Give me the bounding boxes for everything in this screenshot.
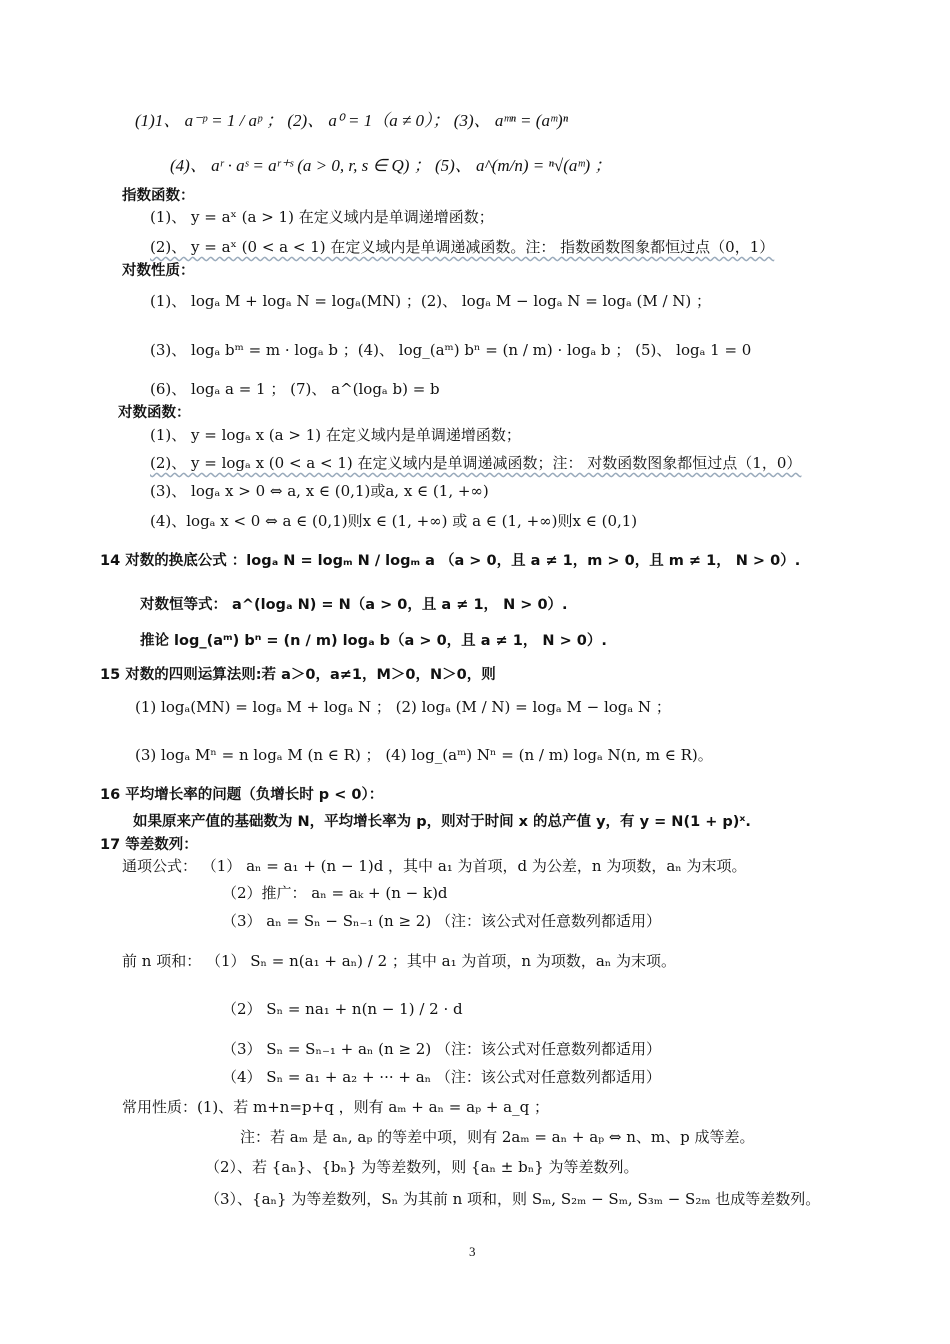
partial-sum-2: （2） Sₙ = na₁ + n(n − 1) / 2 · d <box>222 1000 463 1018</box>
general-term-1: 通项公式： （1） aₙ = a₁ + (n − 1)d ，其中 a₁ 为首项，d 为公差，n 为项数，aₙ 为末项。 <box>122 857 747 875</box>
section-14-change-of-base: 14 对数的换底公式 ：logₐ N = logₘ N / logₘ a （a > 0，且 a ≠ 1，m > 0，且 m ≠ 1， N > 0）. <box>100 553 801 569</box>
log-identity: 对数恒等式： a^(logₐ N) = N（a > 0，且 a ≠ 1， N > 0）. <box>140 597 568 613</box>
partial-sum-3: （3） Sₙ = Sₙ₋₁ + aₙ (n ≥ 2) （注：该公式对任意数列都适用） <box>222 1040 661 1058</box>
growth-rate-formula: 如果原来产值的基础数为 N，平均增长率为 p，则对于时间 x 的总产值 y，有 y = N(1 + p)ˣ. <box>133 814 751 830</box>
corollary: 推论 log_(aᵐ) bⁿ = (n / m) logₐ b（a > 0，且 a ≠ 1， N > 0）. <box>140 633 607 649</box>
log-prop-3-5: (3)、 logₐ bᵐ = m · logₐ b ；(4)、 log_(aᵐ) bⁿ = (n / m) · logₐ b ； (5)、 logₐ 1 = 0 <box>150 341 752 359</box>
general-term-3: （3） aₙ = Sₙ − Sₙ₋₁ (n ≥ 2) （注：该公式对任意数列都适用） <box>222 912 661 930</box>
log-prop-1-2: (1)、 logₐ M + logₐ N = logₐ(MN) ；(2)、 logₐ M − logₐ N = logₐ (M / N) ； <box>150 292 712 310</box>
exp-rules-4-5: (4)、 aʳ · aˢ = aʳ⁺ˢ (a > 0, r, s ∈ Q) ； (5)、 a^(m/n) = ⁿ√(aᵐ) ； <box>170 156 612 175</box>
log-prop-6-7: (6)、 logₐ a = 1 ； (7)、 a^(logₐ b) = b <box>150 380 440 398</box>
log-arith-3-4: (3) logₐ Mⁿ = n logₐ M (n ∈ R) ； (4) log_(aᵐ) Nⁿ = (n / m) logₐ N(n, m ∈ R)。 <box>135 746 713 764</box>
common-property-2: （2）、若 {aₙ}、{bₙ} 为等差数列，则 {aₙ ± bₙ} 为等差数列。 <box>205 1158 639 1176</box>
page-number: 3 <box>469 1244 476 1259</box>
log-func-item-3: (3)、 logₐ x > 0 ⇔ a, x ∈ (0,1)或a, x ∈ (1, +∞) <box>150 482 489 500</box>
heading-log-function: 对数函数： <box>118 405 191 421</box>
section-15-log-arithmetic: 15 对数的四则运算法则:若 a＞0，a≠1，M＞0，N＞0，则 <box>100 667 496 683</box>
partial-sum-4: （4） Sₙ = a₁ + a₂ + ··· + aₙ （注：该公式对任意数列都适用） <box>222 1068 661 1086</box>
general-term-2: （2）推广： aₙ = aₖ + (n − k)d <box>222 884 448 902</box>
heading-exponential-function: 指数函数： <box>122 188 195 204</box>
section-16-growth-rate: 16 平均增长率的问题（负增长时 p < 0）： <box>100 787 384 803</box>
log-arith-1-2: (1) logₐ(MN) = logₐ M + logₐ N ； (2) logₐ (M / N) = logₐ M − logₐ N ； <box>135 698 671 716</box>
log-func-item-4: (4)、logₐ x < 0 ⇔ a ∈ (0,1)则x ∈ (1, +∞) 或 a ∈ (1, +∞)则x ∈ (0,1) <box>150 512 638 530</box>
common-property-1: 常用性质：(1)、若 m+n=p+q ，则有 aₘ + aₙ = aₚ + a_q ； <box>122 1098 549 1116</box>
partial-sum-1: 前 n 项和： （1） Sₙ = n(a₁ + aₙ) / 2 ；其中 a₁ 为首项，n 为项数，aₙ 为末项。 <box>122 952 677 970</box>
exp-func-item-2: (2)、 y = aˣ (0 < a < 1) 在定义域内是单调递减函数。注： 指数函数图象都恒过点（0，1） <box>150 238 775 256</box>
exp-rules-1-3: (1)1、 a⁻ᵖ = 1 / aᵖ ； (2)、 a⁰ = 1（a ≠ 0）； (3)、 aᵐⁿ = (aᵐ)ⁿ <box>135 111 569 130</box>
common-property-3: （3）、{aₙ} 为等差数列，Sₙ 为其前 n 项和，则 Sₘ, S₂ₘ − Sₘ, S₃ₘ − S₂ₘ 也成等差数列。 <box>205 1190 821 1208</box>
log-func-item-2: (2)、 y = logₐ x (0 < a < 1) 在定义域内是单调递减函数；注： 对数函数图象都恒过点（1，0） <box>150 454 802 472</box>
common-property-note: 注：若 aₘ 是 aₙ, aₚ 的等差中项，则有 2aₘ = aₙ + aₚ ⇔ n、m、p 成等差。 <box>240 1128 755 1146</box>
heading-log-properties: 对数性质： <box>122 263 195 279</box>
exp-func-item-1: (1)、 y = aˣ (a > 1) 在定义域内是单调递增函数； <box>150 208 494 226</box>
section-17-arithmetic-sequence: 17 等差数列： <box>100 837 198 853</box>
log-func-item-1: (1)、 y = logₐ x (a > 1) 在定义域内是单调递增函数； <box>150 426 521 444</box>
